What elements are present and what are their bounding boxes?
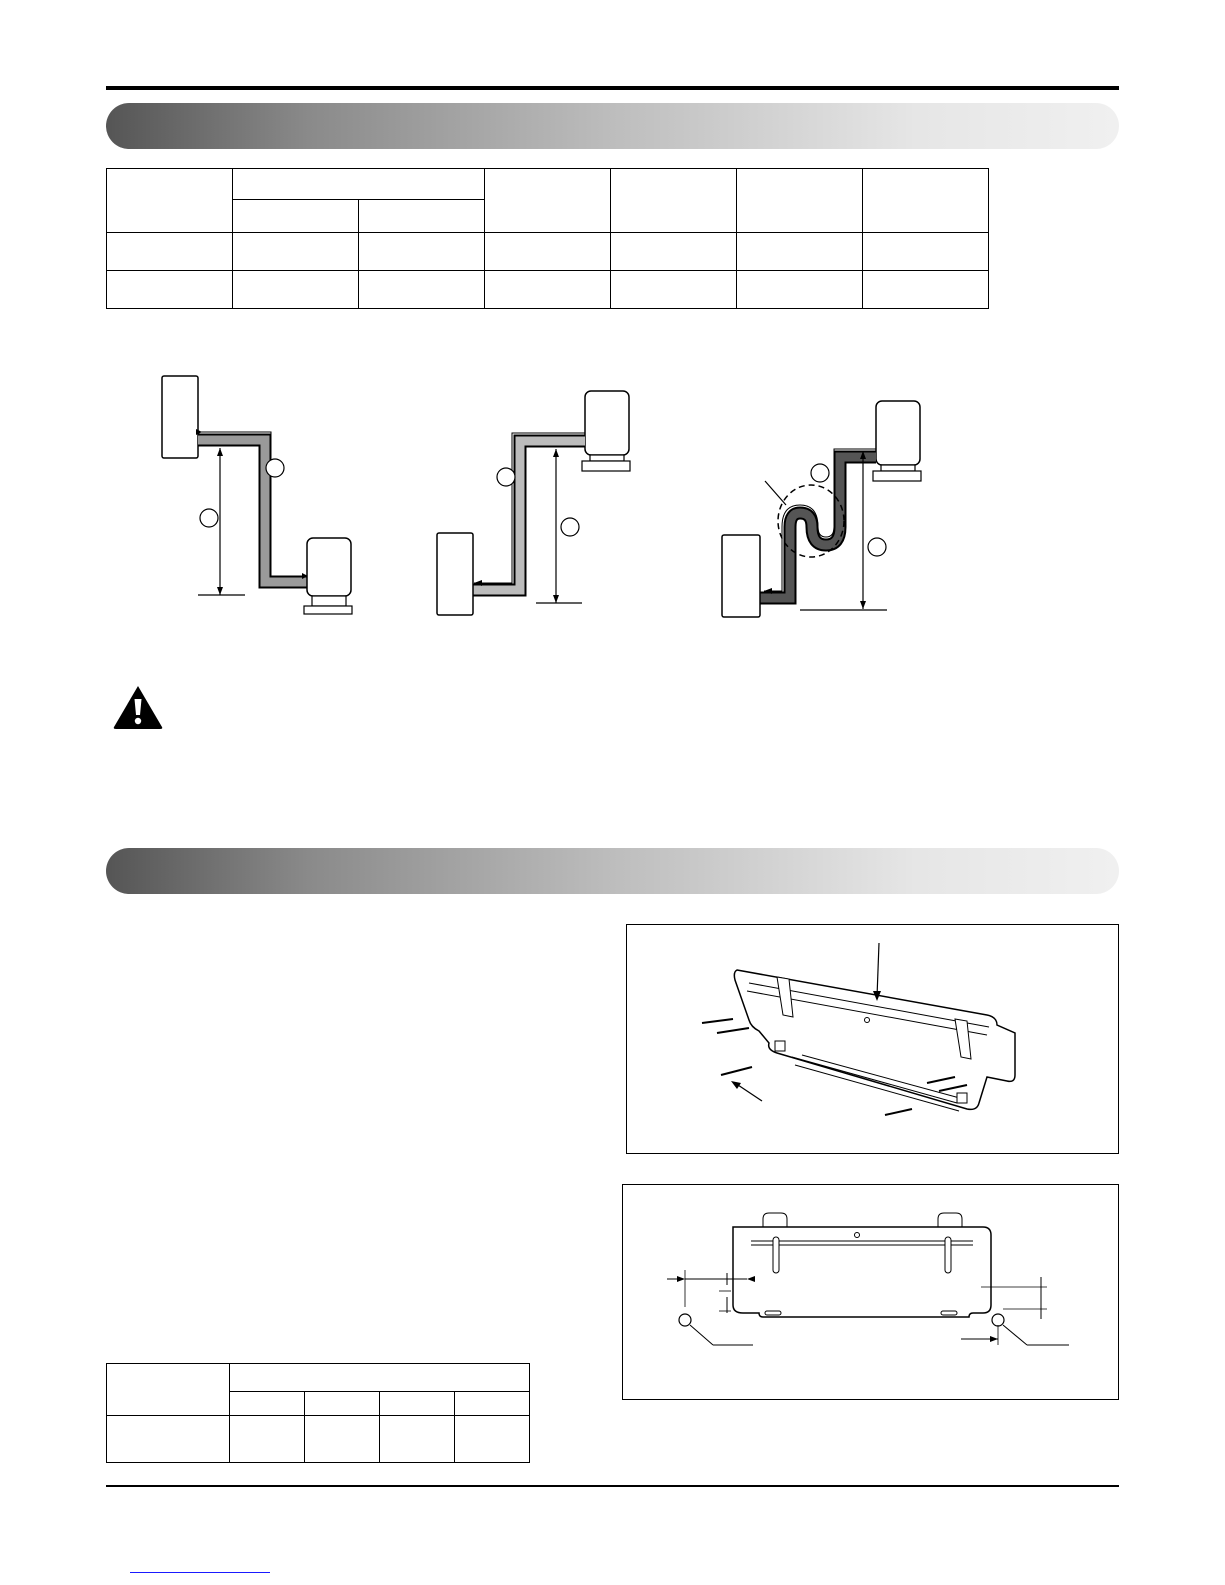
piping-spec-table	[106, 168, 989, 309]
caution-icon	[112, 684, 164, 730]
table-subheader-cell	[230, 1392, 305, 1416]
piping-diagram-indoor-above	[150, 370, 380, 630]
table-header-cell	[230, 1364, 530, 1392]
table-subheader-cell	[455, 1392, 530, 1416]
table-header-cell	[611, 169, 737, 233]
table-subheader-cell	[359, 200, 485, 233]
hole-position-table	[106, 1363, 530, 1463]
piping-diagram-oil-trap	[720, 395, 960, 635]
table-row	[107, 1416, 530, 1463]
piping-diagram-outdoor-above	[430, 385, 660, 635]
footer-rule	[106, 1485, 1119, 1487]
section-header-bar-installation-plate	[106, 848, 1119, 894]
installation-plate-drawing	[627, 925, 1120, 1155]
table-subheader-cell	[380, 1392, 455, 1416]
table-row	[107, 233, 989, 271]
installation-plate-holes-figure	[622, 1184, 1119, 1400]
table-header-cell	[737, 169, 863, 233]
table-subheader-cell	[305, 1392, 380, 1416]
table-header-cell	[107, 169, 233, 233]
footer-link-underline[interactable]	[130, 1572, 270, 1573]
table-subheader-cell	[233, 200, 359, 233]
table-row	[107, 271, 989, 309]
installation-plate-figure	[626, 924, 1119, 1154]
section-header-bar-piping	[106, 103, 1119, 149]
table-header-cell	[485, 169, 611, 233]
header-rule	[106, 86, 1119, 90]
table-header-cell	[107, 1364, 230, 1416]
table-header-cell	[233, 169, 485, 200]
installation-plate-holes-drawing	[623, 1185, 1120, 1401]
table-header-cell	[863, 169, 989, 233]
